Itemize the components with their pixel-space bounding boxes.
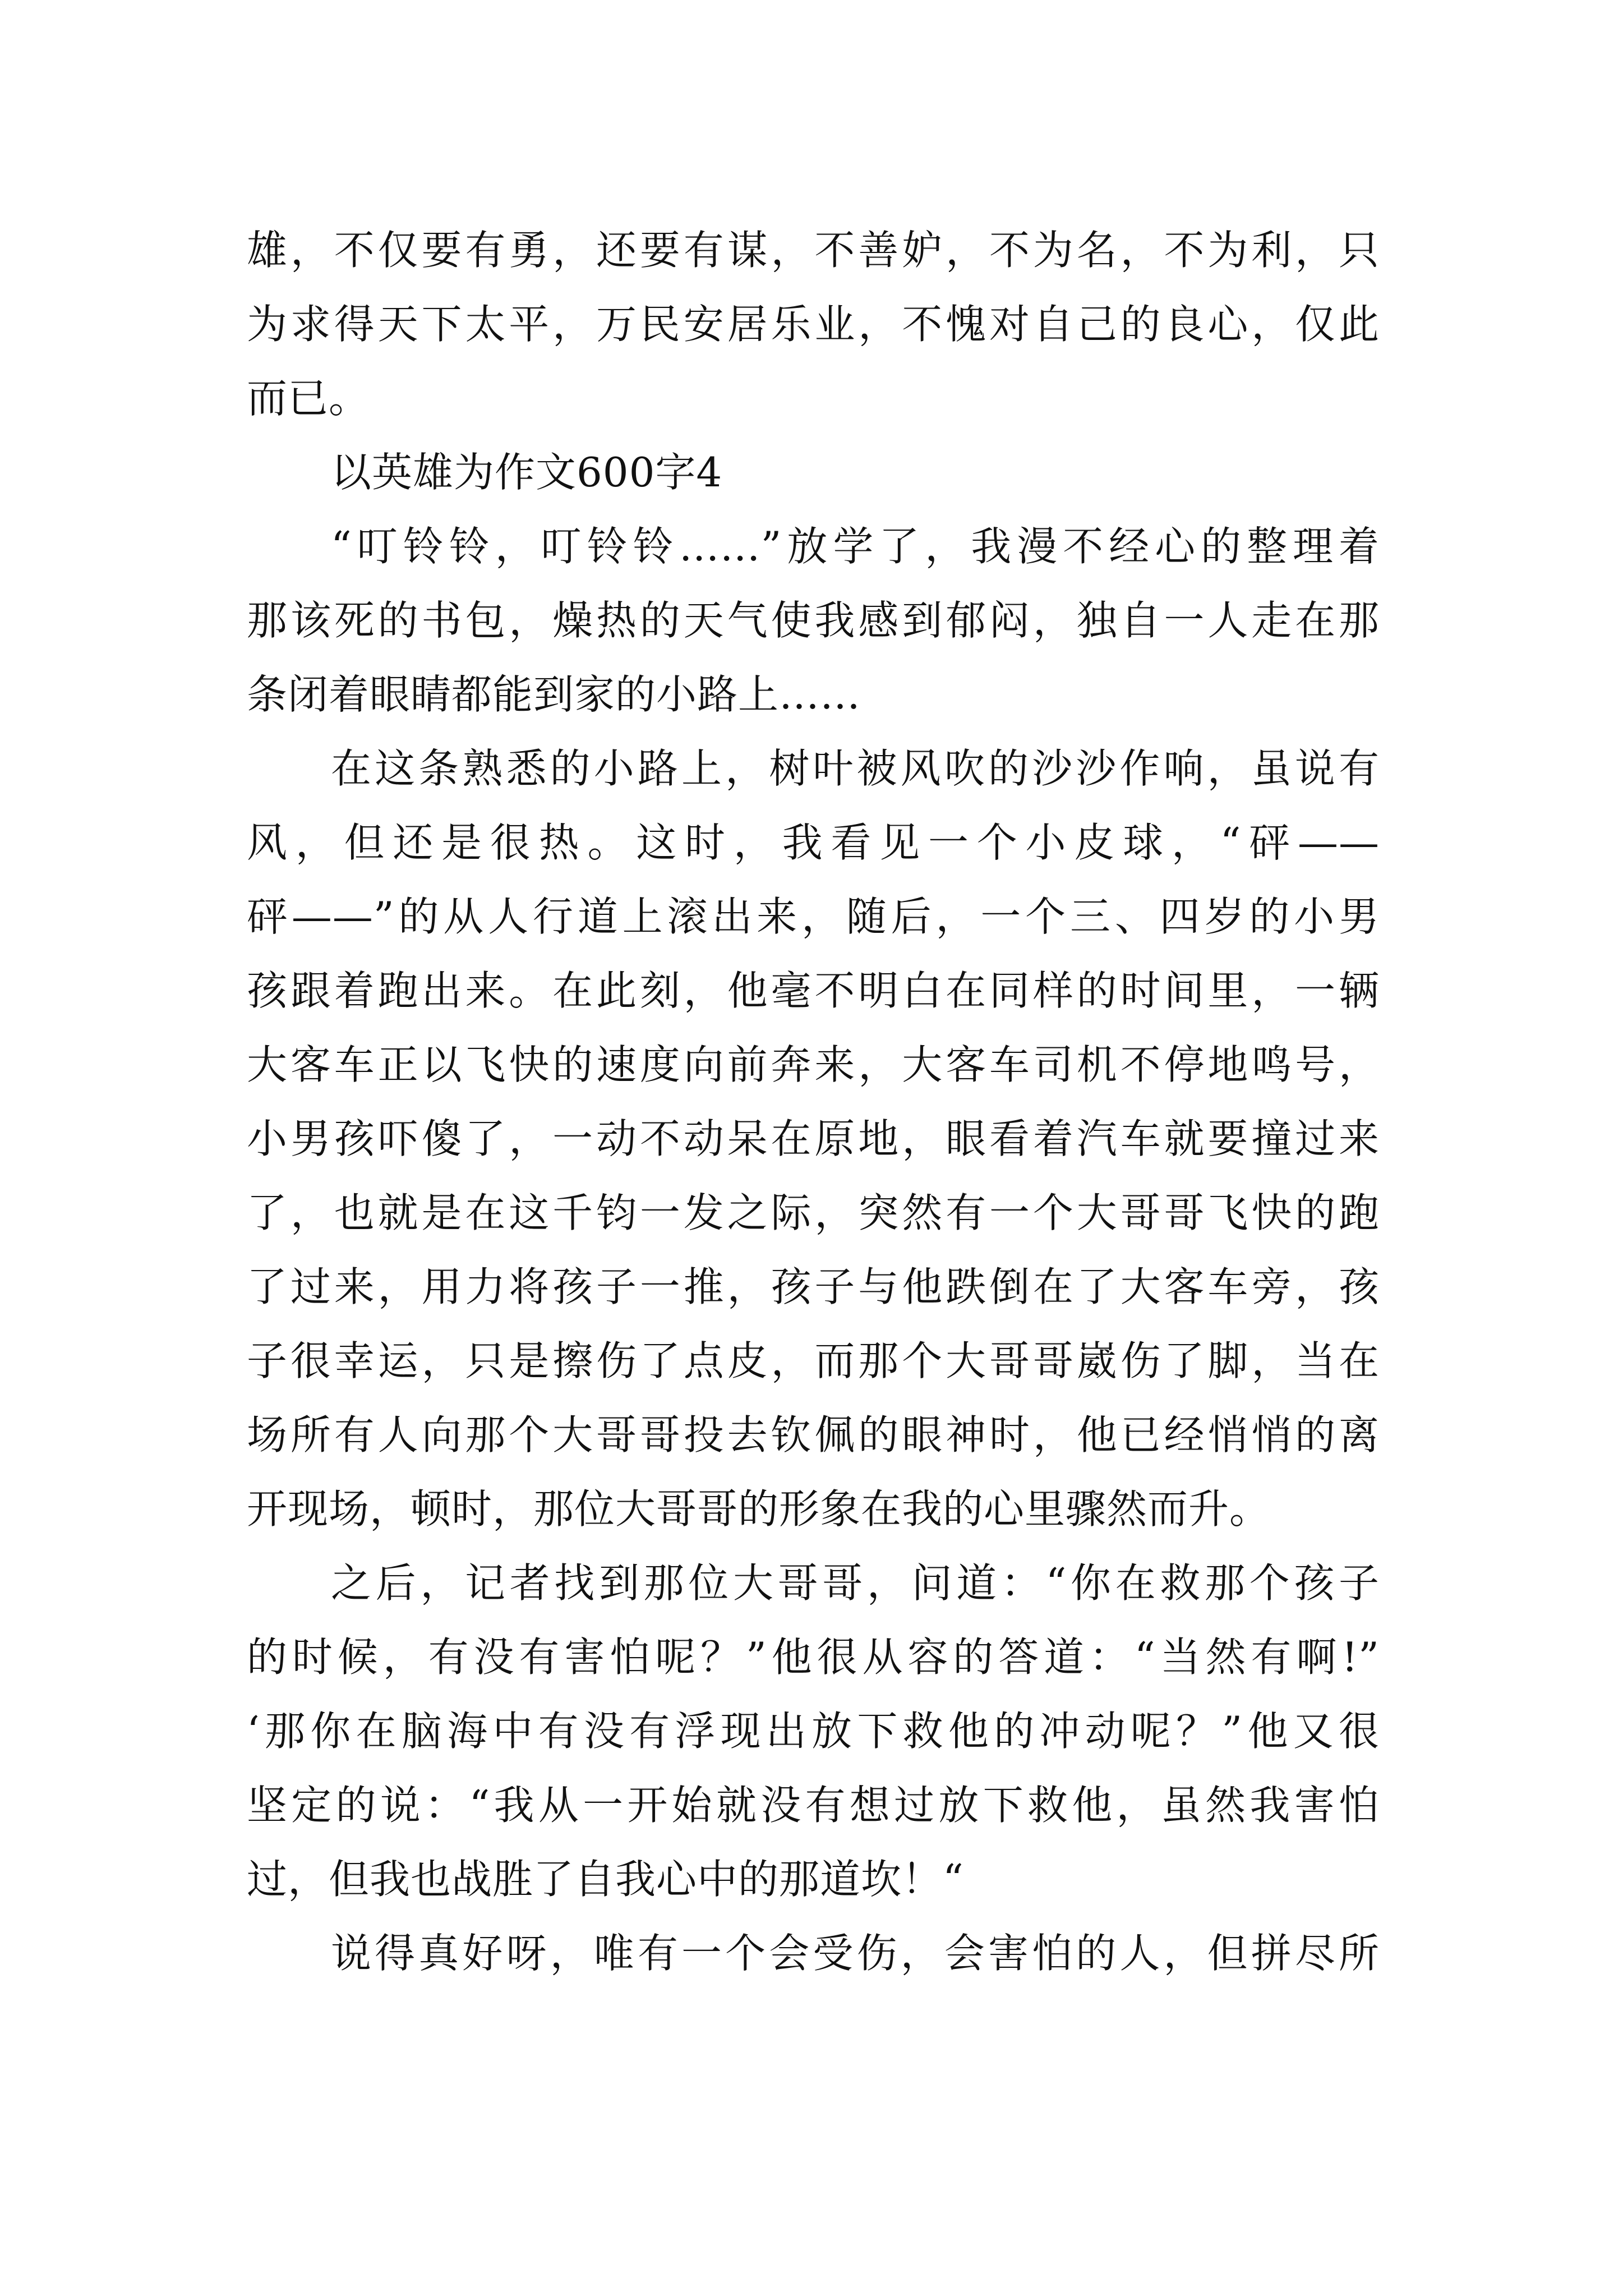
- text-line: 风，但还是很热。这时，我看见一个小皮球，“砰——: [247, 819, 1380, 866]
- text-line: 了过来，用力将孩子一推，孩子与他跌倒在了大客车旁，孩: [247, 1263, 1380, 1310]
- document-body: [247, 213, 1380, 1990]
- text-line: 那该死的书包，燥热的天气使我感到郁闷，独自一人走在那: [247, 597, 1380, 644]
- text-line: 孩跟着跑出来。在此刻，他毫不明白在同样的时间里，一辆: [247, 967, 1380, 1014]
- text-line: 而已。: [247, 375, 370, 422]
- text-line: 过，但我也战胜了自我心中的那道坎！“: [247, 1856, 964, 1903]
- text-line: 条闭着眼睛都能到家的小路上……: [247, 671, 861, 718]
- text-line: 开现场，顿时，那位大哥哥的形象在我的心里骤然而升。: [247, 1485, 1271, 1533]
- text-line: 雄，不仅要有勇，还要有谋，不善妒，不为名，不为利，只: [247, 227, 1380, 274]
- text-line: 小男孩吓傻了，一动不动呆在原地，眼看着汽车就要撞过来: [247, 1115, 1380, 1162]
- text-line: 坚定的说：“我从一开始就没有想过放下救他，虽然我害怕: [247, 1782, 1380, 1829]
- section-heading: 以英雄为作文600字4: [331, 449, 723, 496]
- text-line: 场所有人向那个大哥哥投去钦佩的眼神时，他已经悄悄的离: [247, 1411, 1380, 1458]
- text-line: 了，也就是在这千钧一发之际，突然有一个大哥哥飞快的跑: [247, 1189, 1380, 1236]
- text-line: 的时候，有没有害怕呢？”他很从容的答道：“当然有啊!”: [247, 1634, 1380, 1681]
- text-line: 之后，记者找到那位大哥哥，问道：“你在救那个孩子: [331, 1559, 1380, 1607]
- text-line: 大客车正以飞快的速度向前奔来，大客车司机不停地鸣号，: [247, 1041, 1380, 1088]
- text-line: 子很幸运，只是擦伤了点皮，而那个大哥哥崴伤了脚，当在: [247, 1337, 1380, 1384]
- text-line: 砰——”的从人行道上滚出来，随后，一个三、四岁的小男: [247, 893, 1380, 940]
- text-line: 为求得天下太平，万民安居乐业，不愧对自己的良心，仅此: [247, 301, 1380, 348]
- text-line: 说得真好呀，唯有一个会受伤，会害怕的人，但拼尽所: [331, 1930, 1380, 1977]
- text-line: “叮铃铃，叮铃铃……”放学了，我漫不经心的整理着: [331, 523, 1380, 570]
- text-line: ‘那你在脑海中有没有浮现出放下救他的冲动呢？”他又很: [247, 1708, 1380, 1755]
- text-line: 在这条熟悉的小路上，树叶被风吹的沙沙作响，虽说有: [331, 745, 1380, 792]
